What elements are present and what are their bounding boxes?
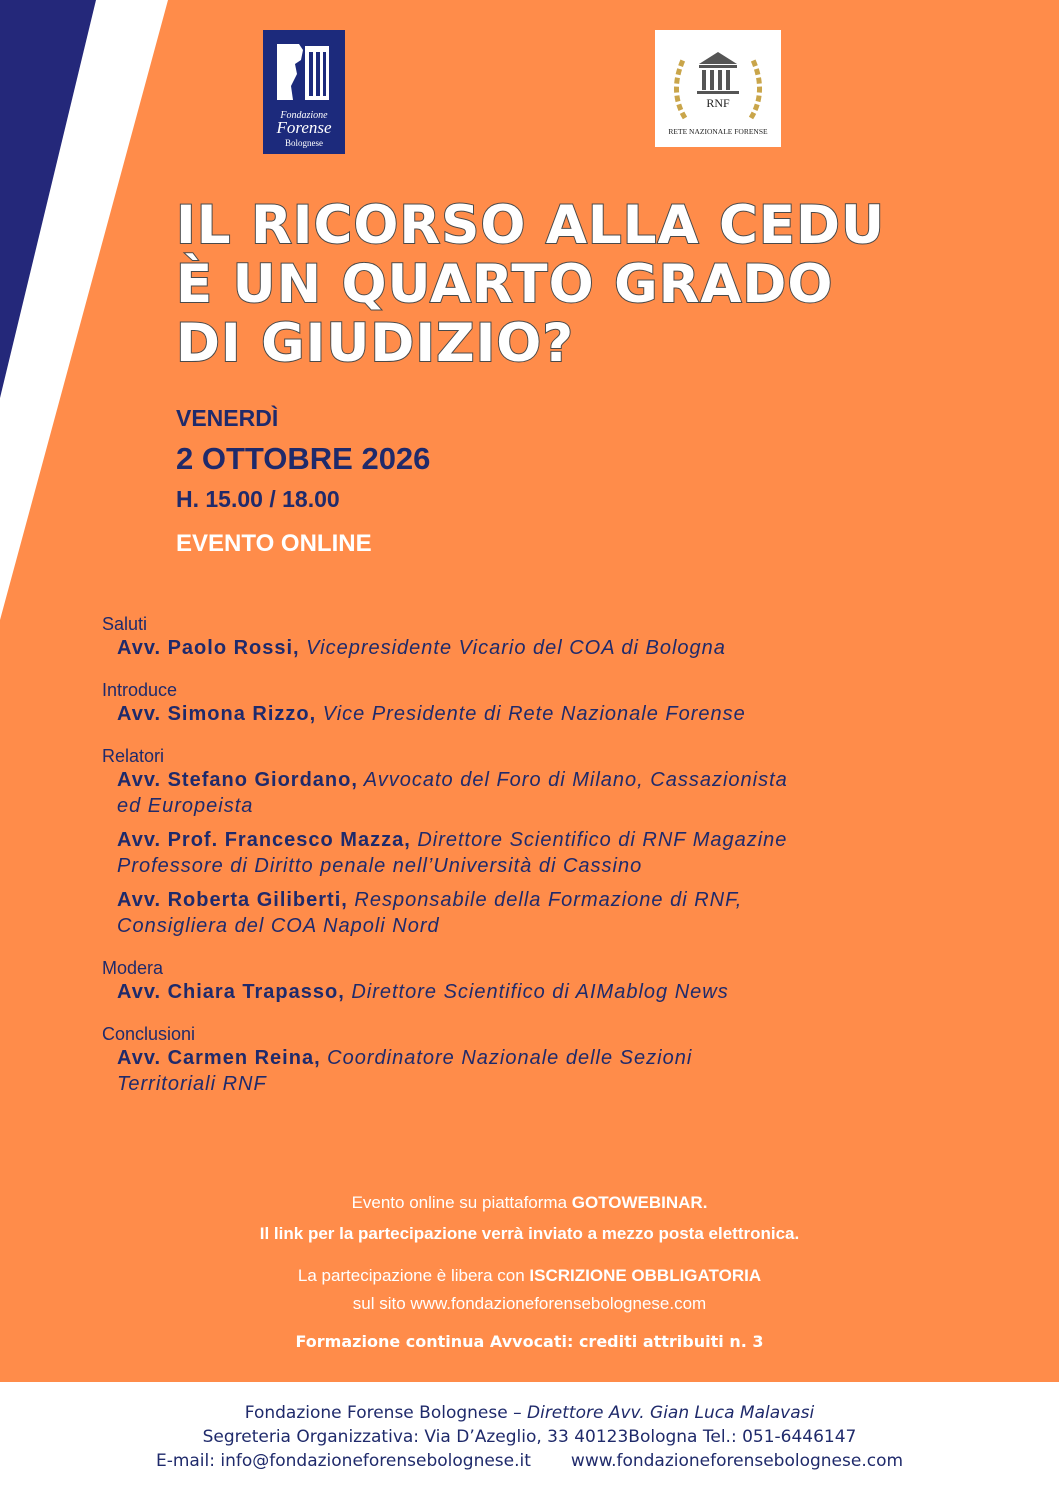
footer-email[interactable]: E-mail: info@fondazioneforensebolognese.it bbox=[155, 1451, 531, 1471]
logo-text-bolognese: Bolognese bbox=[285, 138, 323, 148]
speaker-modera bbox=[117, 979, 962, 1005]
speaker-role-cont: Professore di Diritto penale nell’Università di Cassino bbox=[117, 855, 643, 877]
speaker-name: Avv. Stefano Giordano, bbox=[117, 769, 358, 791]
speaker-name: Avv. Prof. Francesco Mazza, bbox=[117, 829, 411, 851]
footer-foundation bbox=[0, 1403, 1059, 1423]
laurel-temple-icon bbox=[655, 30, 781, 147]
speaker-name: Avv. Simona Rizzo, bbox=[117, 703, 317, 725]
speaker-role-cont: Consigliera del COA Napoli Nord bbox=[117, 915, 440, 937]
info-registration-text: La partecipazione è libera con bbox=[297, 1266, 530, 1285]
section-label-introduce: Introduce bbox=[102, 680, 178, 700]
section-label-modera: Modera bbox=[102, 958, 164, 978]
title-line-3: DI GIUDIZIO? bbox=[176, 313, 575, 374]
info-platform bbox=[0, 1193, 1059, 1213]
section-label-relatori: Relatori bbox=[102, 746, 165, 766]
speaker-relatore-3 bbox=[117, 887, 962, 939]
info-website[interactable]: sul sito www.fondazioneforensebolognese.com bbox=[352, 1294, 707, 1313]
speaker-role: Vicepresidente Vicario del COA di Bologna bbox=[299, 637, 726, 659]
speaker-role: Avvocato del Foro di Milano, Cassazionista bbox=[357, 769, 788, 791]
rnf-abbr: RNF bbox=[706, 96, 730, 110]
footer-foundation-name: Fondazione Forense Bolognese – bbox=[244, 1403, 527, 1423]
info-link-notice: Il link per la partecipazione verrà inviato a mezzo posta elettronica. bbox=[259, 1224, 800, 1243]
speaker-name: Avv. Carmen Reina, bbox=[117, 1047, 321, 1069]
rnf-logo bbox=[655, 30, 781, 147]
speaker-introduce bbox=[117, 701, 962, 727]
speaker-name: Avv. Paolo Rossi, bbox=[117, 637, 300, 659]
event-mode: EVENTO ONLINE bbox=[176, 530, 372, 557]
footer-director: Direttore Avv. Gian Luca Malavasi bbox=[527, 1403, 815, 1423]
speaker-role: Vice Presidente di Rete Nazionale Forense bbox=[316, 703, 746, 725]
footer bbox=[0, 1382, 1059, 1497]
speaker-role-cont: Territoriali RNF bbox=[117, 1073, 267, 1095]
event-time: H. 15.00 / 18.00 bbox=[176, 486, 340, 512]
speaker-saluti bbox=[117, 635, 962, 661]
speaker-relatore-2 bbox=[117, 827, 962, 879]
event-weekday: VENERDÌ bbox=[176, 405, 279, 431]
speaker-role-cont: ed Europeista bbox=[117, 795, 254, 817]
speaker-name: Avv. Chiara Trapasso, bbox=[117, 981, 345, 1003]
section-label-conclusioni: Conclusioni bbox=[102, 1024, 196, 1044]
logo-text-forense: Forense bbox=[276, 118, 332, 137]
footer-website[interactable]: www.fondazioneforensebolognese.com bbox=[570, 1451, 904, 1471]
logo-text-fondazione: Fondazione bbox=[280, 110, 328, 121]
info-registration bbox=[0, 1266, 1059, 1286]
speaker-role: Direttore Scientifico di RNF Magazine bbox=[410, 829, 788, 851]
speaker-role: Direttore Scientifico di AIMablog News bbox=[344, 981, 729, 1003]
info-registration-required: ISCRIZIONE OBBLIGATORIA bbox=[529, 1266, 762, 1285]
event-title bbox=[176, 196, 976, 373]
building-silhouette-icon bbox=[263, 30, 345, 154]
footer-secretariat: Segreteria Organizzativa: Via D’Azeglio, 33 40123Bologna Tel.: 051-6446147 bbox=[202, 1427, 857, 1447]
title-line-1: IL RICORSO ALLA CEDU bbox=[176, 195, 886, 256]
title-line-2: È UN QUARTO GRADO bbox=[176, 254, 834, 315]
fondazione-forense-logo bbox=[263, 30, 345, 154]
info-credits: Formazione continua Avvocati: crediti attribuiti n. 3 bbox=[295, 1332, 764, 1351]
speaker-relatore-1 bbox=[117, 767, 962, 819]
program bbox=[102, 613, 962, 1097]
event-date: 2 OTTOBRE 2026 bbox=[176, 441, 431, 476]
speaker-role: Coordinatore Nazionale delle Sezioni bbox=[320, 1047, 693, 1069]
speaker-conclusioni bbox=[117, 1045, 962, 1097]
footer-contacts bbox=[0, 1451, 1059, 1471]
info-platform-text: Evento online su piattaforma bbox=[351, 1193, 572, 1212]
info-platform-name: GOTOWEBINAR. bbox=[571, 1193, 708, 1212]
rnf-text: RETE NAZIONALE FORENSE bbox=[668, 127, 768, 136]
speaker-name: Avv. Roberta Giliberti, bbox=[117, 889, 348, 911]
speaker-role: Responsabile della Formazione di RNF, bbox=[347, 889, 743, 911]
section-label-saluti: Saluti bbox=[102, 614, 148, 634]
